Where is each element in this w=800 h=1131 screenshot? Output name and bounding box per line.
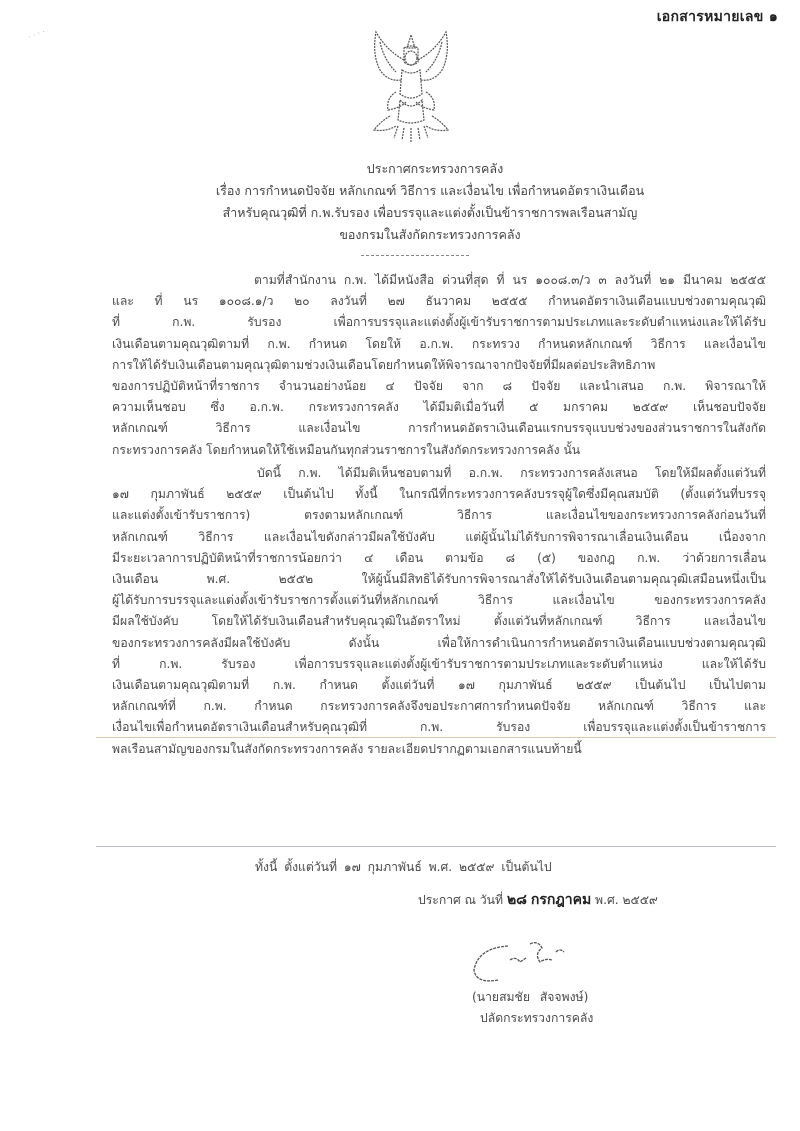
paragraph-line: หลักเกณฑ์ วิธีการ และเงื่อนไข การกำหนดอัตราเงินเดือนแรกบรรจุแบบช่วงของส่วนราชการในสังกัด [112, 421, 766, 436]
garuda-emblem-icon [366, 30, 456, 145]
paragraph-line: เงินเดือนตามคุณวุฒิตามที่ ก.พ. กำหนด โดยให้ อ.ก.พ. กระทรวง กำหนดหลักเกณฑ์ วิธีการ และเงื่อนไข [112, 336, 766, 351]
announcement-title [200, 158, 660, 246]
scan-line [96, 737, 776, 738]
announcement-date [418, 889, 658, 911]
subject-line-2: สำหรับคุณวุฒิที่ ก.พ.รับรอง เพื่อบรรจุและแต่งตั้งเป็นข้าราชการพลเรือนสามัญ [222, 205, 638, 220]
paragraph-line: ๑๗ กุมภาพันธ์ ๒๕๕๙ เป็นต้นไป ทั้งนี้ ในกรณีที่กระทรวงการคลังบรรจุผู้ใดซึ่งมีคุณสมบัติ (ตั้งแต่วันที่บรรจุ [112, 487, 766, 502]
paragraph-line: และ ที่ นร ๑๐๐๘.๑/ว ๒๐ ลงวันที่ ๒๗ ธันวาคม ๒๕๕๕ กำหนดอัตราเงินเดือนแบบช่วงตามคุณวุฒิ [112, 294, 766, 309]
paragraph-2 [112, 463, 766, 760]
paragraph-line: ที่ ก.พ. รับรอง เพื่อการบรรจุและแต่งตั้งผู้เข้ารับราชการตามประเภทและระดับตำแหน่ง และให้ได้รับ [112, 656, 766, 671]
paragraph-line: เงื่อนไขเพื่อกำหนดอัตราเงินเดือนสำหรับคุณวุฒิที่ ก.พ. รับรอง เพื่อบรรจุและแต่งตั้งเป็นข้าราชการ [112, 720, 766, 735]
paragraph-line: มีระยะเวลาการปฏิบัติหน้าที่ราชการน้อยกว่า ๔ เดือน ตามข้อ ๘ (๕) ของกฎ ก.พ. ว่าด้วยการเลื่อน [112, 550, 766, 565]
paragraph-line: กระทรวงการคลัง โดยกำหนดให้ใช้เหมือนกันทุกส่วนราชการในสังกัดกระทรวงการคลัง นั้น [112, 442, 581, 457]
paragraph-line: มีผลใช้บังคับ โดยให้ได้รับเงินเดือนสำหรับคุณวุฒิในอัตราใหม่ ตั้งแต่วันที่หลักเกณฑ์ วิธีการ และเงื่อนไข [112, 614, 766, 629]
signer-position: ปลัดกระทรวงการคลัง [480, 1011, 594, 1025]
subject-line-1: เรื่อง การกำหนดปัจจัย หลักเกณฑ์ วิธีการ และเงื่อนไข เพื่อกำหนดอัตราเงินเดือน [215, 183, 645, 198]
paragraph-line: ของกระทรวงการคลังมีผลใช้บังคับ ดังนั้น เพื่อให้การดำเนินการกำหนดอัตราเงินเดือนแบบช่วงตามคุณวุฒิ [112, 635, 766, 650]
title-divider [361, 255, 469, 256]
paragraph-line: ที่ ก.พ. รับรอง เพื่อการบรรจุและแต่งตั้งผู้เข้ารับราชการตามประเภทและระดับตำแหน่งและให้ได้รับ [112, 315, 766, 330]
paragraph-1 [112, 270, 766, 461]
announce-day: ๒๘ [506, 892, 527, 908]
scan-line [96, 846, 776, 847]
paragraph-line: ตามที่สำนักงาน ก.พ. ได้มีหนังสือ ด่วนที่สุด ที่ นร ๑๐๐๘.๓/ว ๓ ลงวันที่ ๒๑ มีนาคม ๒๕๕๕ [254, 273, 766, 287]
issuer-heading: ประกาศกระทรวงการคลัง [366, 161, 504, 176]
effective-date: ทั้งนี้ ตั้งแต่วันที่ ๑๗ กุมภาพันธ์ พ.ศ. ๒๕๕๙ เป็นต้นไป [255, 860, 552, 874]
paragraph-line: ของการปฏิบัติหน้าที่ราชการ จำนวนอย่างน้อย ๔ ปัจจัย จาก ๘ ปัจจัย และนำเสนอ ก.พ. พิจารณาให้ [112, 379, 766, 394]
announce-prefix: ประกาศ ณ วันที่ [418, 893, 504, 907]
paragraph-line: ผู้ได้รับการบรรจุและแต่งตั้งเข้ารับราชการตั้งแต่วันที่หลักเกณฑ์ วิธีการ และเงื่อนไข ของกระทรวงการคลัง [112, 593, 766, 608]
scan-artifact: · · · · [26, 27, 47, 42]
announce-month: กรกฎาคม [530, 892, 592, 908]
paragraph-line: เงินเดือนตามคุณวุฒิตามที่ ก.พ. กำหนด ตั้งแต่วันที่ ๑๗ กุมภาพันธ์ ๒๕๕๙ เป็นต้นไป เป็นไปตาม [112, 678, 766, 693]
subject-line-3: ของกรมในสังกัดกระทรวงการคลัง [339, 227, 521, 242]
paragraph-line: หลักเกณฑ์ที่ ก.พ. กำหนด กระทรวงการคลังจึงขอประกาศการกำหนดปัจจัย หลักเกณฑ์ วิธีการ และ [112, 699, 766, 714]
signer-name: (นายสมชัย สัจจพงษ์) [472, 990, 589, 1004]
paragraph-line: พลเรือนสามัญของกรมในสังกัดกระทรวงการคลัง รายละเอียดปรากฏตามเอกสารแนบท้ายนี้ [112, 741, 582, 756]
paragraph-line: ความเห็นชอบ ซึ่ง อ.ก.พ. กระทรวงการคลัง ได้มีมติเมื่อวันที่ ๕ มกราคม ๒๕๕๙ เห็นชอบปัจจัย [112, 400, 766, 415]
announce-year: พ.ศ. ๒๕๕๙ [595, 893, 658, 907]
paragraph-line: เงินเดือน พ.ศ. ๒๕๕๒ ให้ผู้นั้นมีสิทธิได้รับการพิจารณาสั่งให้ได้รับเงินเดือนตามคุณวุฒิเสมือนหนึ่งเป็น [112, 572, 766, 587]
document-number: เอกสารหมายเลข ๑ [656, 9, 778, 25]
paragraph-line: การให้ได้รับเงินเดือนตามคุณวุฒิตามช่วงเงินเดือนโดยกำหนดให้พิจารณาจากปัจจัยที่มีผลต่อประสิทธิภาพ [112, 357, 656, 372]
paragraph-line: หลักเกณฑ์ วิธีการ และเงื่อนไขดังกล่าวมีผลใช้บังคับ แต่ผู้นั้นไม่ได้รับการพิจารณาเลื่อนเงินเดือน เนื่องจาก [112, 529, 766, 544]
paragraph-line: บัดนี้ ก.พ. ได้มีมติเห็นชอบตามที่ อ.ก.พ. กระทรวงการคลังเสนอ โดยให้มีผลตั้งแต่วันที่ [257, 466, 766, 480]
paragraph-line: และแต่งตั้งเข้ารับราชการ) ตรงตามหลักเกณฑ์ วิธีการ และเงื่อนไขของกระทรวงการคลังก่อนวันที่ [112, 508, 766, 523]
